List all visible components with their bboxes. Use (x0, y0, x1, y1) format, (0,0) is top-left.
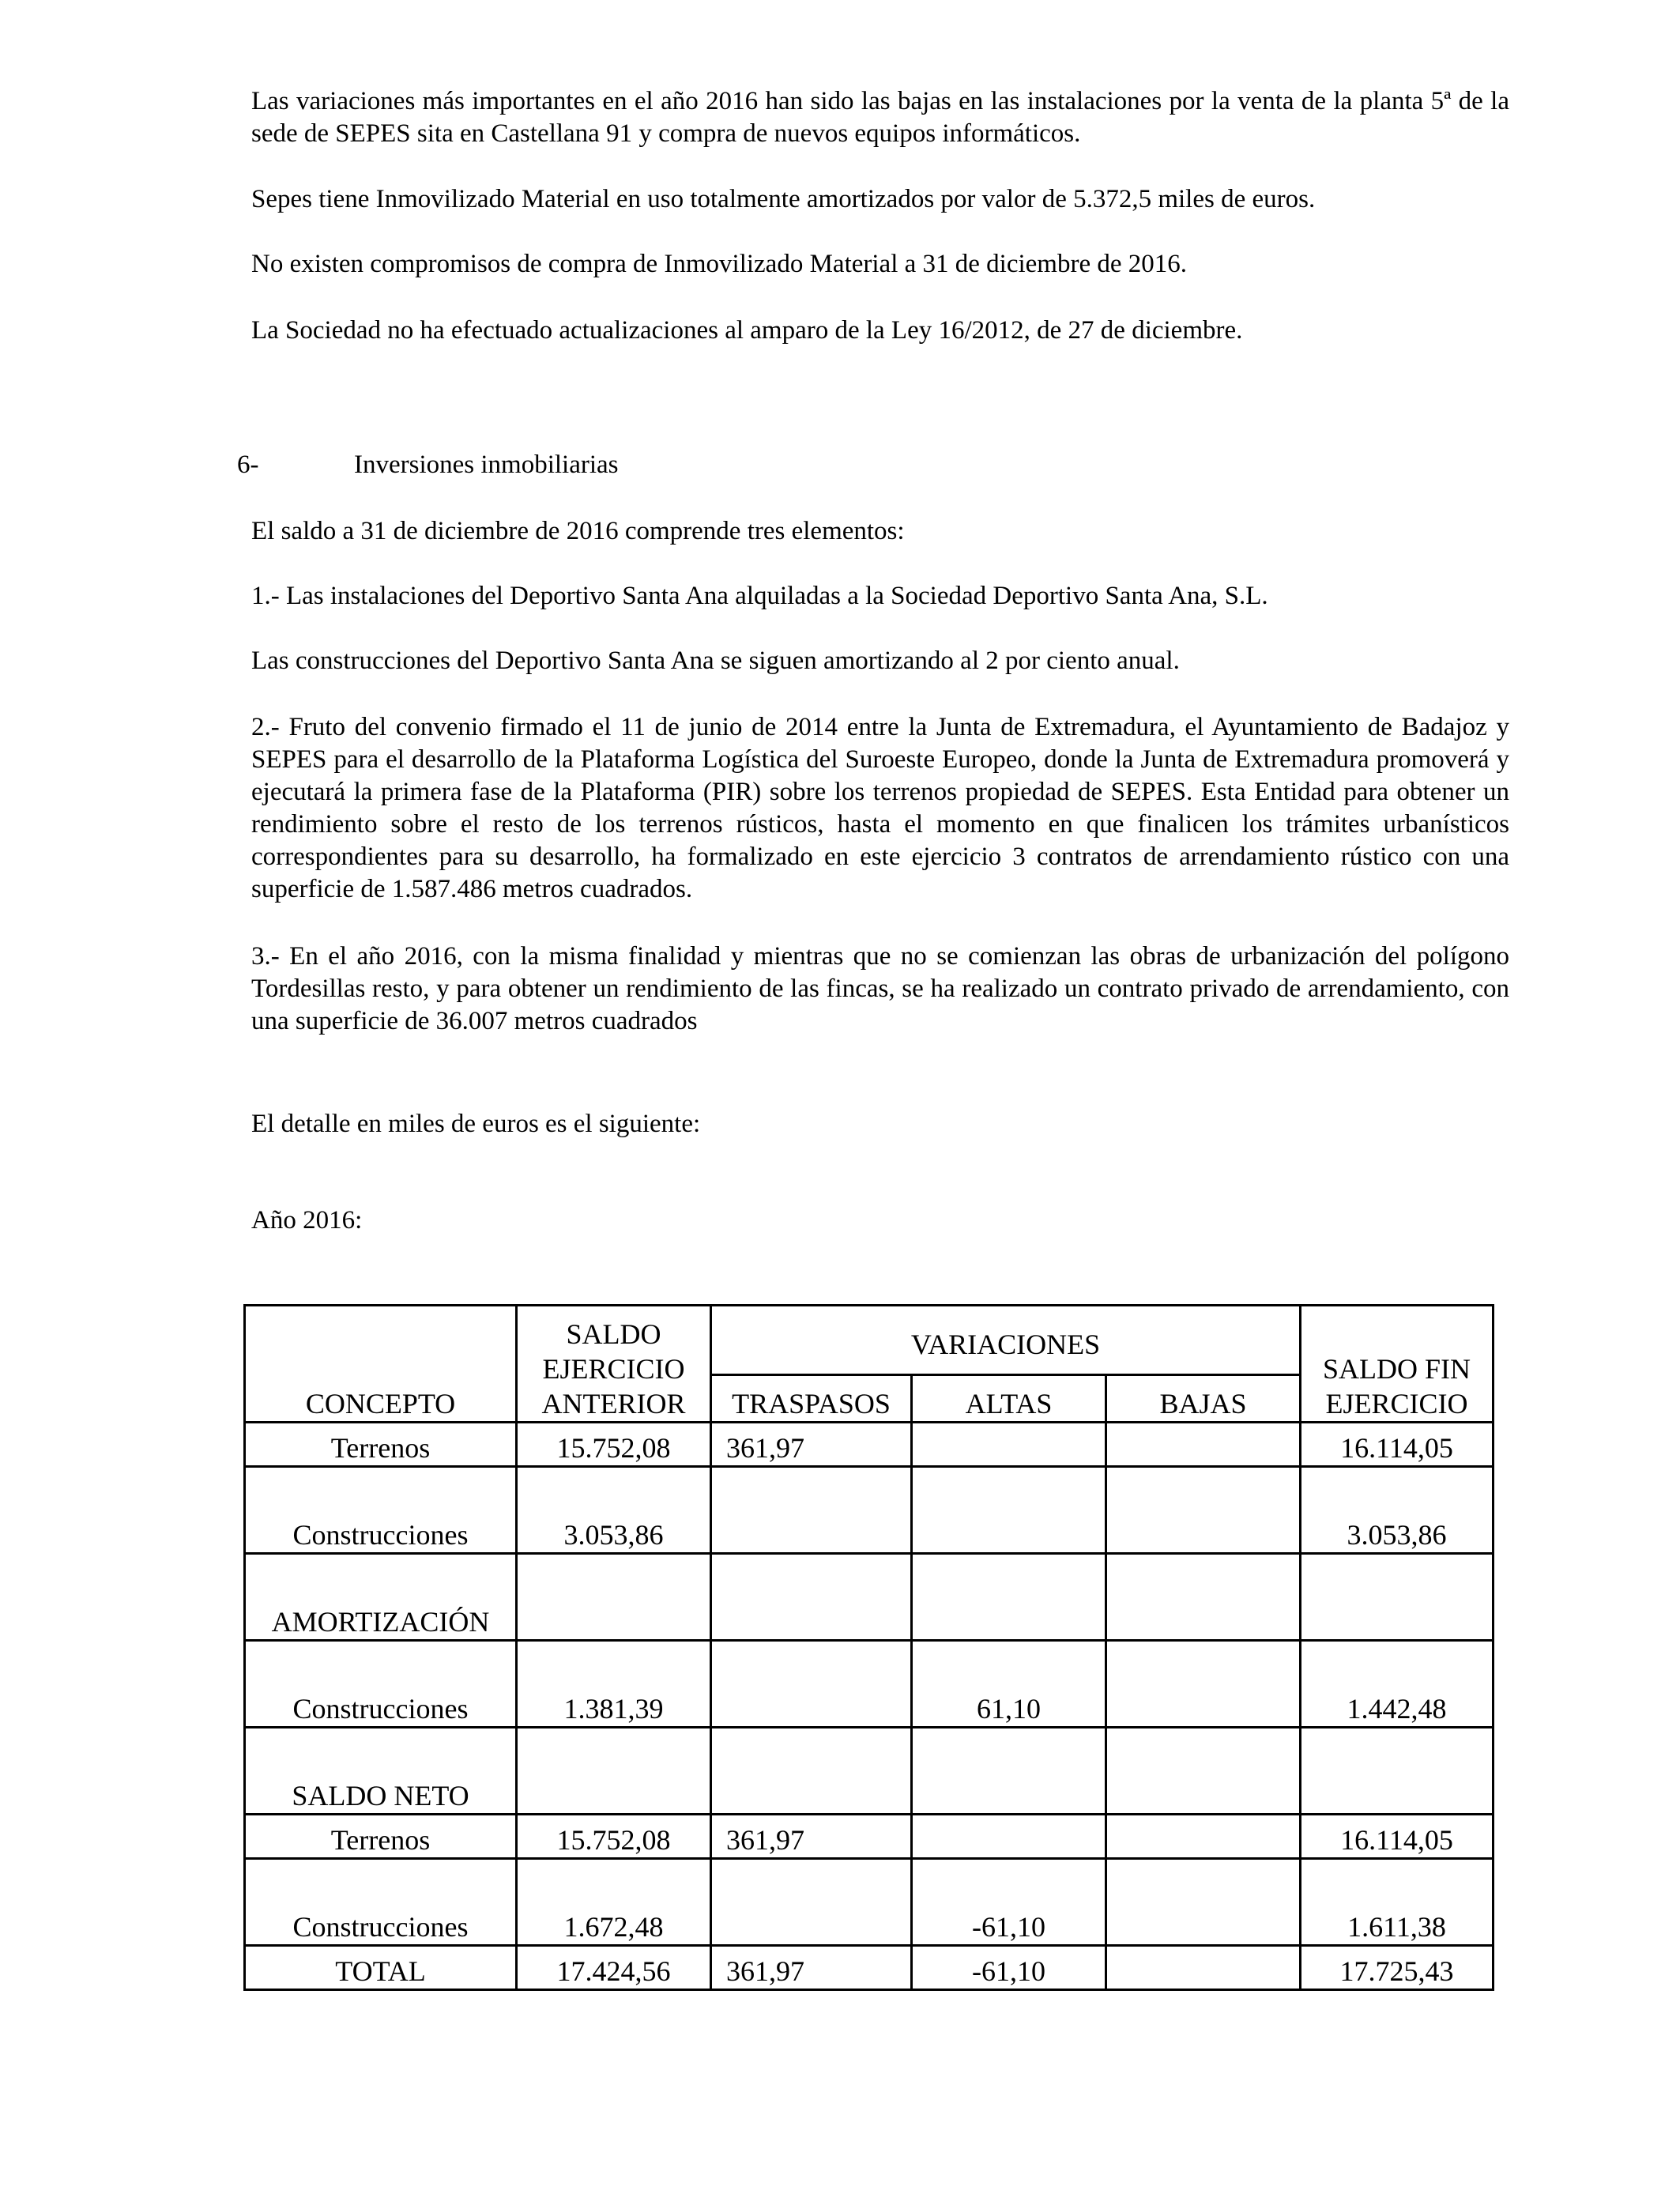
table-header-row (245, 1306, 1494, 1375)
cell-traspasos (711, 1728, 912, 1815)
header-bajas: BAJAS (1106, 1375, 1301, 1423)
cell-concepto: Construcciones (245, 1859, 517, 1946)
paragraph-variaciones: Las variaciones más importantes en el año 2016 han sido las bajas en las instalaciones por la venta de la planta 5ª de la sede de SEPES sita en Castellana 91 y compra de nuevos equipos informáticos. (251, 87, 1509, 148)
cell-altas: -61,10 (912, 1946, 1106, 1990)
cell-anterior: 1.381,39 (517, 1641, 711, 1728)
paragraph-item-2: 2.- Fruto del convenio firmado el 11 de junio de 2014 entre la Junta de Extremadura, el Ayuntamiento de Badajoz y SEPES para el desarrollo de la Plataforma Logística del Suroeste Europeo, donde la Junta de Extremadura promoverá y ejecutará la primera fase de la Plataforma (PIR) sobre los terrenos propiedad de SEPES. Esta Entidad para obtener un rendimiento sobre el resto de los terrenos rústicos, hasta el momento en que finalicen los trámites urbanísticos correspondientes para su desarrollo, ha formalizado en este ejercicio 3 contratos de arrendamiento rústico con una superficie de 1.587.486 metros cuadrados. (251, 713, 1509, 903)
paragraph-detalle: El detalle en miles de euros es el siguiente: (251, 1110, 701, 1138)
section-title: Inversiones inmobiliarias (354, 450, 619, 479)
header-variaciones: VARIACIONES (711, 1306, 1301, 1375)
cell-concepto: TOTAL (245, 1946, 517, 1990)
cell-bajas (1106, 1728, 1301, 1815)
cell-fin (1301, 1554, 1494, 1641)
cell-concepto: Construcciones (245, 1467, 517, 1554)
header-saldo-anterior: SALDO EJERCICIO ANTERIOR (517, 1306, 711, 1423)
cell-fin: 16.114,05 (1301, 1423, 1494, 1467)
header-altas: ALTAS (912, 1375, 1106, 1423)
paragraph-compromisos: No existen compromisos de compra de Inmovilizado Material a 31 de diciembre de 2016. (251, 250, 1187, 278)
cell-altas: -61,10 (912, 1859, 1106, 1946)
cell-altas (912, 1554, 1106, 1641)
header-traspasos: TRASPASOS (711, 1375, 912, 1423)
header-concepto: CONCEPTO (245, 1306, 517, 1423)
cell-bajas (1106, 1815, 1301, 1859)
cell-anterior: 15.752,08 (517, 1423, 711, 1467)
cell-traspasos: 361,97 (711, 1815, 912, 1859)
cell-traspasos (711, 1554, 912, 1641)
cell-traspasos (711, 1641, 912, 1728)
cell-traspasos: 361,97 (711, 1423, 912, 1467)
cell-anterior: 1.672,48 (517, 1859, 711, 1946)
cell-bajas (1106, 1641, 1301, 1728)
cell-fin: 1.442,48 (1301, 1641, 1494, 1728)
table-row (245, 1423, 1494, 1467)
cell-anterior (517, 1728, 711, 1815)
cell-altas (912, 1815, 1106, 1859)
cell-altas (912, 1728, 1106, 1815)
cell-bajas (1106, 1554, 1301, 1641)
header-saldo-fin: SALDO FIN EJERCICIO (1301, 1306, 1494, 1423)
paragraph-item-1: 1.- Las instalaciones del Deportivo Santa Ana alquiladas a la Sociedad Deportivo Santa Ana, S.L. (251, 582, 1268, 610)
cell-concepto: AMORTIZACIÓN (245, 1554, 517, 1641)
paragraph-saldo: El saldo a 31 de diciembre de 2016 comprende tres elementos: (251, 517, 905, 545)
cell-fin: 1.611,38 (1301, 1859, 1494, 1946)
cell-bajas (1106, 1946, 1301, 1990)
cell-traspasos (711, 1467, 912, 1554)
cell-altas (912, 1467, 1106, 1554)
table-row (245, 1641, 1494, 1728)
table-total-row (245, 1946, 1494, 1990)
cell-bajas (1106, 1467, 1301, 1554)
cell-concepto: Terrenos (245, 1815, 517, 1859)
cell-fin: 16.114,05 (1301, 1815, 1494, 1859)
cell-fin: 17.725,43 (1301, 1946, 1494, 1990)
table-row (245, 1554, 1494, 1641)
section-number: 6- (237, 450, 259, 479)
cell-traspasos (711, 1859, 912, 1946)
cell-bajas (1106, 1859, 1301, 1946)
paragraph-construcciones: Las construcciones del Deportivo Santa Ana se siguen amortizando al 2 por ciento anual. (251, 647, 1180, 675)
investment-table (243, 1304, 1494, 1991)
cell-concepto: Terrenos (245, 1423, 517, 1467)
table-row (245, 1467, 1494, 1554)
cell-anterior: 3.053,86 (517, 1467, 711, 1554)
table-row (245, 1859, 1494, 1946)
cell-fin: 3.053,86 (1301, 1467, 1494, 1554)
cell-altas: 61,10 (912, 1641, 1106, 1728)
paragraph-actualizaciones: La Sociedad no ha efectuado actualizaciones al amparo de la Ley 16/2012, de 27 de diciembre. (251, 316, 1243, 345)
cell-fin (1301, 1728, 1494, 1815)
cell-traspasos: 361,97 (711, 1946, 912, 1990)
paragraph-amortizados: Sepes tiene Inmovilizado Material en uso totalmente amortizados por valor de 5.372,5 miles de euros. (251, 185, 1316, 213)
cell-altas (912, 1423, 1106, 1467)
paragraph-item-3: 3.- En el año 2016, con la misma finalidad y mientras que no se comienzan las obras de urbanización del polígono Tordesillas resto, y para obtener un rendimiento de las fincas, se ha realizado un contrato privado de arrendamiento, con una superficie de 36.007 metros cuadrados (251, 942, 1509, 1035)
paragraph-year: Año 2016: (251, 1206, 363, 1235)
cell-concepto: SALDO NETO (245, 1728, 517, 1815)
cell-anterior: 17.424,56 (517, 1946, 711, 1990)
table-row (245, 1815, 1494, 1859)
table-row (245, 1728, 1494, 1815)
cell-concepto: Construcciones (245, 1641, 517, 1728)
cell-anterior (517, 1554, 711, 1641)
cell-bajas (1106, 1423, 1301, 1467)
cell-anterior: 15.752,08 (517, 1815, 711, 1859)
